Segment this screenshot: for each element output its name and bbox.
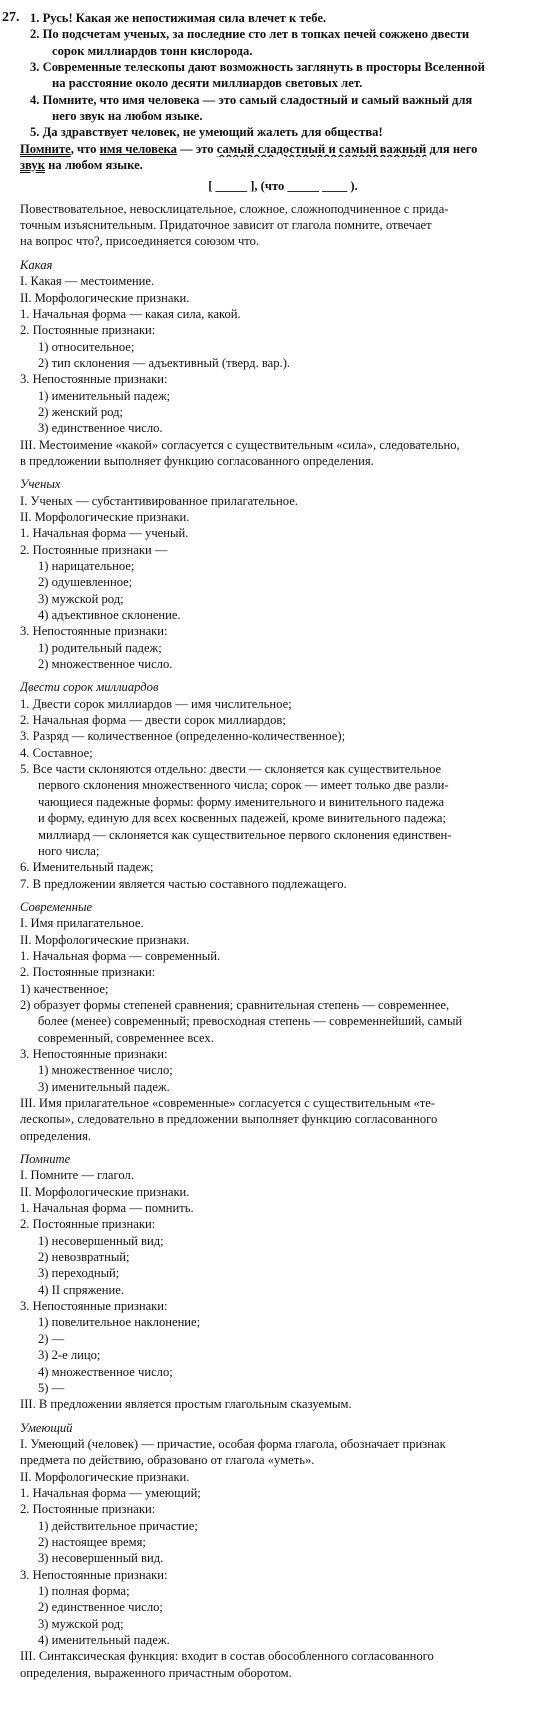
sentence-line: 1. Русь! Какая же непостижимая сила влечет к тебе. [30, 11, 327, 25]
analysis-item: 1) относительное; [38, 339, 135, 354]
analysis-item: 3) мужской род; [38, 591, 124, 606]
analysis-item: I. Какая — местоимение. [20, 274, 155, 289]
block-title: Ученых [20, 477, 61, 492]
analysis-item: 1) нарицательное; [38, 559, 135, 573]
subject: имя человека [99, 141, 177, 156]
analysis-item: I. Умеющий (человек) — причастие, особая форма глагола, обозначает признак [20, 1436, 446, 1451]
analysis-item: III. Имя прилагательное «современные» согласуется с существительным «те- [20, 1096, 436, 1110]
analysis-item: 2) невозвратный; [38, 1250, 130, 1265]
parsed-line-2: звук на любом языке. [20, 158, 143, 173]
analysis-item: II. Морфологические признаки. [20, 1469, 190, 1484]
parsed-line-1: Помните, что имя человека — это самый сладостный и самый важный для него [20, 141, 478, 156]
analysis-item: 1. Начальная форма — современный. [20, 948, 221, 963]
analysis-item: 3. Непостоянные признаки: [20, 1567, 168, 1582]
analysis-item: II. Морфологические признаки. [20, 932, 190, 947]
analysis-item: 2) женский род; [38, 404, 123, 419]
analysis-item: 4) именительный падеж. [38, 1633, 170, 1647]
analysis-item: 3. Непостоянные признаки: [20, 1299, 168, 1314]
analysis-item: 4) адъективное склонение. [38, 608, 181, 623]
analysis-item: лескопы», следовательно в предложении выполняет функцию согласованного [20, 1112, 438, 1127]
block-title: Двести сорок миллиардов [20, 680, 159, 695]
analysis-item: 1) действительное причастие; [38, 1518, 198, 1533]
sentence-scheme: [ _____ ], (что _____ ____ ). [208, 179, 358, 194]
analysis-item: определения. [20, 1128, 92, 1143]
analysis-item: определения, выраженного причастным оборотом. [20, 1665, 292, 1680]
analysis-item: предмета по действию, образовано от глагола «уметь». [20, 1453, 315, 1468]
analysis-item: 3) единственное число. [38, 421, 163, 436]
analysis-item: 3) именительный падеж. [38, 1079, 170, 1094]
analysis-item: 3. Непостоянные признаки: [20, 372, 168, 387]
sentence-list [20, 10, 546, 141]
analysis-item: 3) несовершенный вид. [38, 1551, 164, 1566]
analysis-item: 2) настоящее время; [38, 1534, 146, 1549]
analysis-item: 1) родительный падеж; [38, 640, 162, 655]
analysis-item: 2. Постоянные признаки: [20, 1217, 156, 1232]
analysis-line: Повествовательное, невосклицательное, сложное, сложноподчиненное с прида- [20, 201, 449, 216]
analysis-item: более (менее) современный; превосходная степень — современнейший, самый [38, 1014, 463, 1029]
attribute: самый сладостный и самый важный [216, 141, 427, 156]
analysis-item: и форму, единую для всех косвенных падежей, кроме винительного падежа; [38, 811, 446, 826]
analysis-item: 3. Разряд — количественное (определенно-количественное); [20, 729, 346, 744]
block-title: Умеющий [20, 1420, 73, 1435]
analysis-item: II. Морфологические признаки. [20, 290, 190, 305]
analysis-item: ного числа; [38, 843, 100, 858]
analysis-item: 2) множественное число. [38, 657, 173, 672]
analysis-item: 4. Составное; [20, 745, 93, 760]
analysis-item: 1) повелительное наклонение; [38, 1315, 201, 1330]
analysis-item: 1. Начальная форма — умеющий; [20, 1485, 201, 1500]
analysis-item: чающиеся падежные формы: форму именительного и винительного падежа [38, 794, 445, 809]
analysis-item: 1. Начальная форма — ученый. [20, 526, 189, 541]
analysis-item: 3) 2-е лицо; [38, 1348, 101, 1363]
analysis-item: III. В предложении является простым глагольным сказуемым. [20, 1397, 352, 1412]
analysis-item: 1. Начальная форма — какая сила, какой. [20, 306, 241, 321]
analysis-item: II. Морфологические признаки. [20, 509, 190, 524]
analysis-item: I. Помните — глагол. [20, 1168, 134, 1183]
parsed-sentence [20, 141, 546, 174]
analysis-item: 3) мужской род; [38, 1616, 124, 1631]
word-analysis-block [20, 899, 546, 1144]
word-analysis-block [20, 1420, 546, 1682]
analysis-item: 2. Постоянные признаки: [20, 323, 156, 338]
sentence-line: него звук на любом языке. [52, 109, 203, 124]
analysis-item: первого склонения множественного числа; сорок — имеет только две разли- [38, 778, 449, 793]
analysis-item: III. Синтаксическая функция: входит в состав обособленного согласованного [20, 1649, 434, 1664]
analysis-item: 4) множественное число; [38, 1364, 173, 1379]
analysis-item: 2) — [38, 1331, 65, 1346]
analysis-item: миллиард — склоняется как существительное первого склонения единствен- [38, 827, 452, 842]
sentence-line: 3. Современные телескопы дают возможность заглянуть в просторы Вселенной [30, 60, 485, 75]
word-analysis-block [20, 476, 546, 672]
block-title: Какая [20, 257, 53, 272]
analysis-item: I. Имя прилагательное. [20, 916, 144, 931]
analysis-item: 1) именительный падеж; [38, 388, 171, 403]
sentence-analysis [20, 201, 546, 250]
analysis-item: 1. Начальная форма — помнить. [20, 1201, 194, 1216]
analysis-item: 2) образует формы степеней сравнения; сравнительная степень — современнее, [20, 997, 450, 1012]
analysis-item: современный, современнее всех. [38, 1030, 214, 1045]
predicate: Помните [20, 141, 71, 156]
analysis-item: 3) переходный; [38, 1266, 120, 1281]
analysis-line: на вопрос что?, присоединяется союзом что. [20, 234, 260, 249]
word-analysis-block [20, 1151, 546, 1413]
analysis-item: 1) несовершенный вид; [38, 1233, 164, 1248]
analysis-item: 6. Именительный падеж; [20, 860, 154, 875]
exercise-number: 27. [2, 10, 20, 25]
analysis-item: 7. В предложении является частью составного подлежащего. [20, 876, 347, 891]
analysis-item: 2. Начальная форма — двести сорок миллиардов; [20, 713, 286, 728]
analysis-item: 2) тип склонения — адъективный (тверд. вар.). [38, 355, 291, 370]
analysis-item: 4) II спряжение. [38, 1282, 124, 1297]
analysis-item: II. Морфологические признаки. [20, 1184, 190, 1199]
analysis-item: 3. Непостоянные признаки: [20, 624, 168, 639]
analysis-item: I. Ученых — субстантивированное прилагательное. [20, 493, 298, 508]
analysis-item: в предложении выполняет функцию согласованного определения. [20, 453, 374, 468]
analysis-item: 3. Непостоянные признаки: [20, 1046, 168, 1061]
analysis-item: 2. Постоянные признаки — [20, 542, 168, 557]
analysis-item: 1. Двести сорок миллиардов — имя числительное; [20, 696, 292, 711]
analysis-item: 1) множественное число; [38, 1063, 173, 1078]
analysis-item: 5. Все части склоняются отдельно: двести — склоняется как существительное [20, 762, 442, 777]
block-title: Помните [20, 1152, 71, 1167]
sentence-line: 5. Да здравствует человек, не умеющий жалеть для общества! [30, 125, 383, 140]
word-analysis-block [20, 257, 546, 469]
analysis-item: III. Местоимение «какой» согласуется с существительным «сила», следовательно, [20, 437, 460, 452]
sentence-line: на расстояние около десяти миллиардов световых лет. [52, 76, 363, 91]
word-analysis-blocks [20, 257, 546, 1681]
sentence-line: 4. Помните, что имя человека — это самый сладостный и самый важный для [30, 92, 473, 107]
analysis-item: 2) одушевленное; [38, 575, 133, 590]
analysis-item: 2. Постоянные признаки: [20, 965, 156, 980]
analysis-item: 2. Постоянные признаки: [20, 1502, 156, 1517]
analysis-line: точным изъяснительным. Придаточное зависит от глагола помните, отвечает [20, 218, 432, 233]
word-analysis-block [20, 679, 546, 891]
sentence-line: сорок миллиардов тонн кислорода. [52, 43, 253, 58]
analysis-item: 5) — [38, 1380, 65, 1395]
analysis-item: 2) единственное число; [38, 1600, 163, 1615]
sentence-line: 2. По подсчетам ученых, за последние сто лет в топках печей сожжено двести [30, 27, 470, 42]
analysis-item: 1) полная форма; [38, 1583, 130, 1598]
analysis-item: 1) качественное; [20, 981, 109, 996]
predicate-2: звук [20, 158, 45, 173]
block-title: Современные [20, 899, 93, 914]
